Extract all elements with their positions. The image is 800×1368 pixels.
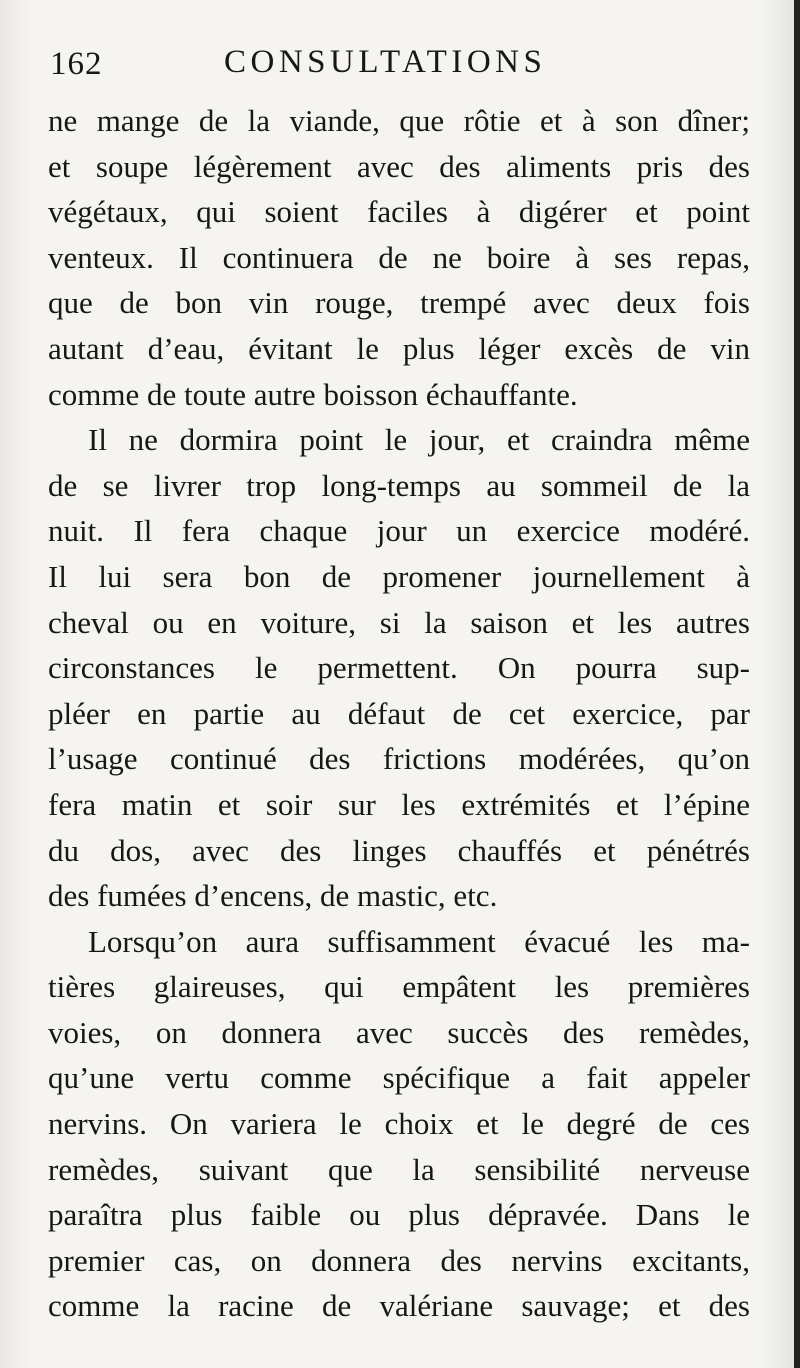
text-line: pléer en partie au défaut de cet exercice, par: [48, 695, 750, 731]
text-line: voies, on donnera avec succès des remèdes,: [48, 1014, 750, 1050]
page-edge-shadow: [794, 0, 800, 1368]
text-line: et soupe légèrement avec des aliments pris des: [48, 148, 750, 184]
text-line: remèdes, suivant que la sensibilité nerveuse: [48, 1151, 750, 1187]
text-line: végétaux, qui soient faciles à digérer et point: [48, 194, 750, 230]
text-line: des fumées d’encens, de mastic, etc.: [48, 878, 498, 914]
text-line: venteux. Il continuera de ne boire à ses repas,: [48, 239, 750, 275]
text-line: comme de toute autre boisson échauffante.: [48, 376, 578, 412]
text-line: qu’une vertu comme spécifique a fait appeler: [48, 1060, 750, 1096]
paragraph-first-line: Il ne dormira point le jour, et craindra même: [88, 422, 750, 458]
text-line: de se livrer trop long-temps au sommeil de la: [48, 467, 750, 503]
text-line: du dos, avec des linges chauffés et pénétrés: [48, 832, 750, 868]
text-line: nervins. On variera le choix et le degré de ces: [48, 1106, 750, 1142]
body-text: [48, 98, 750, 1329]
page-number: 162: [50, 46, 103, 82]
text-line: circonstances le permettent. On pourra sup-: [48, 650, 750, 686]
paragraph-first-line: Lorsqu’on aura suffisamment évacué les ma-: [88, 923, 750, 959]
text-line: fera matin et soir sur les extrémités et l’épine: [48, 786, 750, 822]
text-line: autant d’eau, évitant le plus léger excès de vin: [48, 330, 750, 366]
text-line: cheval ou en voiture, si la saison et les autres: [48, 604, 750, 640]
page-header: [48, 40, 748, 90]
text-line: comme la racine de valériane sauvage; et des: [48, 1288, 750, 1324]
text-line: tières glaireuses, qui empâtent les premières: [48, 969, 750, 1005]
running-title: CONSULTATIONS: [224, 44, 547, 80]
text-line: premier cas, on donnera des nervins excitants,: [48, 1242, 750, 1278]
text-line: Il lui sera bon de promener journellement à: [48, 558, 750, 594]
text-line: que de bon vin rouge, trempé avec deux fois: [48, 285, 750, 321]
text-line: l’usage continué des frictions modérées, qu’on: [48, 741, 750, 777]
text-line: nuit. Il fera chaque jour un exercice modéré.: [48, 513, 750, 549]
text-line: ne mange de la viande, que rôtie et à son dîner;: [48, 103, 750, 138]
text-line: paraîtra plus faible ou plus dépravée. Dans le: [48, 1197, 750, 1233]
